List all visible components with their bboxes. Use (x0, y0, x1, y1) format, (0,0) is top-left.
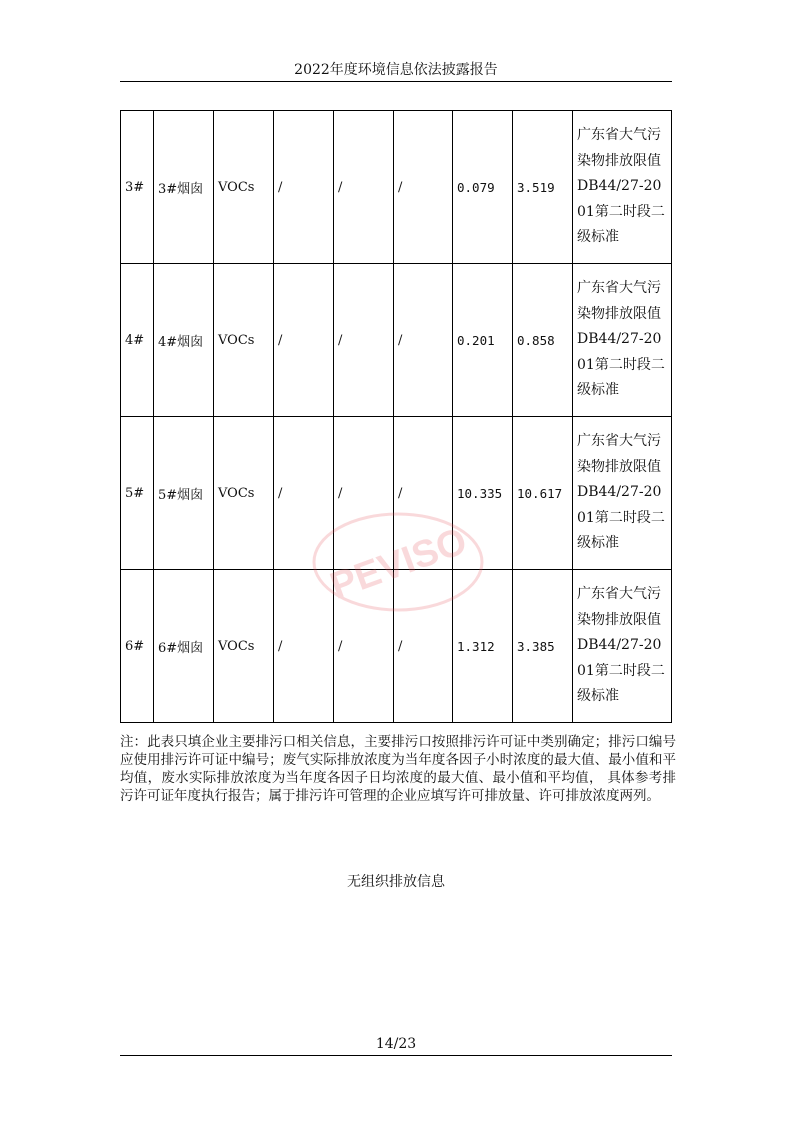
emission-standard: 广东省大气污染物排放限值 DB44/27-2001第二时段二级标准 (573, 264, 672, 417)
table-row (121, 417, 672, 570)
value-cell: / (274, 570, 334, 723)
table-row (121, 111, 672, 264)
value-cell: / (334, 570, 394, 723)
outlet-name: 5#烟囱 (154, 417, 214, 570)
value-cell: / (334, 111, 394, 264)
value-cell: / (334, 264, 394, 417)
value-cell: 3.385 (513, 570, 573, 723)
value-cell: / (274, 111, 334, 264)
value-cell: 1.312 (453, 570, 513, 723)
emission-standard: 广东省大气污染物排放限值 DB44/27-2001第二时段二级标准 (573, 570, 672, 723)
value-cell: 0.201 (453, 264, 513, 417)
value-cell: / (394, 570, 453, 723)
table-row (121, 570, 672, 723)
value-cell: 3.519 (513, 111, 573, 264)
value-cell: 10.617 (513, 417, 573, 570)
emission-standard: 广东省大气污染物排放限值 DB44/27-2001第二时段二级标准 (573, 417, 672, 570)
watermark-text: PEVISO (325, 519, 473, 608)
pollutant: VOCs (214, 570, 274, 723)
outlet-name: 6#烟囱 (154, 570, 214, 723)
value-cell: / (274, 417, 334, 570)
value-cell: / (394, 417, 453, 570)
table-row (121, 264, 672, 417)
pollutant: VOCs (214, 417, 274, 570)
value-cell: 10.335 (453, 417, 513, 570)
footer-divider (120, 1055, 672, 1056)
value-cell: / (334, 417, 394, 570)
outlet-id: 6# (121, 570, 154, 723)
value-cell: / (274, 264, 334, 417)
value-cell: / (394, 264, 453, 417)
value-cell: / (394, 111, 453, 264)
table-note: 注：此表只填企业主要排污口相关信息，主要排污口按照排污许可证中类别确定；排污口编号应使用排污许可证中编号；废气实际排放浓度为当年度各因子小时浓度的最大值、最小值和平均值，废水实际排放浓度为当年度各因子日均浓度的最大值、最小值和平均值， 具体参考排污许可证年度执行报告；属于排污许可管理的企业应填写许可排放量、许可排放浓度两列。 (120, 734, 676, 804)
emission-outlets-table (120, 110, 672, 723)
outlet-id: 5# (121, 417, 154, 570)
emission-standard: 广东省大气污染物排放限值 DB44/27-2001第二时段二级标准 (573, 111, 672, 264)
pollutant: VOCs (214, 111, 274, 264)
outlet-name: 3#烟囱 (154, 111, 214, 264)
outlet-id: 4# (121, 264, 154, 417)
outlet-id: 3# (121, 111, 154, 264)
pollutant: VOCs (214, 264, 274, 417)
value-cell: 0.079 (453, 111, 513, 264)
section-title: 无组织排放信息 (347, 874, 445, 890)
header-divider (120, 81, 672, 82)
page-number: 14/23 (375, 1036, 417, 1052)
value-cell: 0.858 (513, 264, 573, 417)
outlet-name: 4#烟囱 (154, 264, 214, 417)
report-header-title: 2022年度环境信息依法披露报告 (294, 62, 498, 78)
